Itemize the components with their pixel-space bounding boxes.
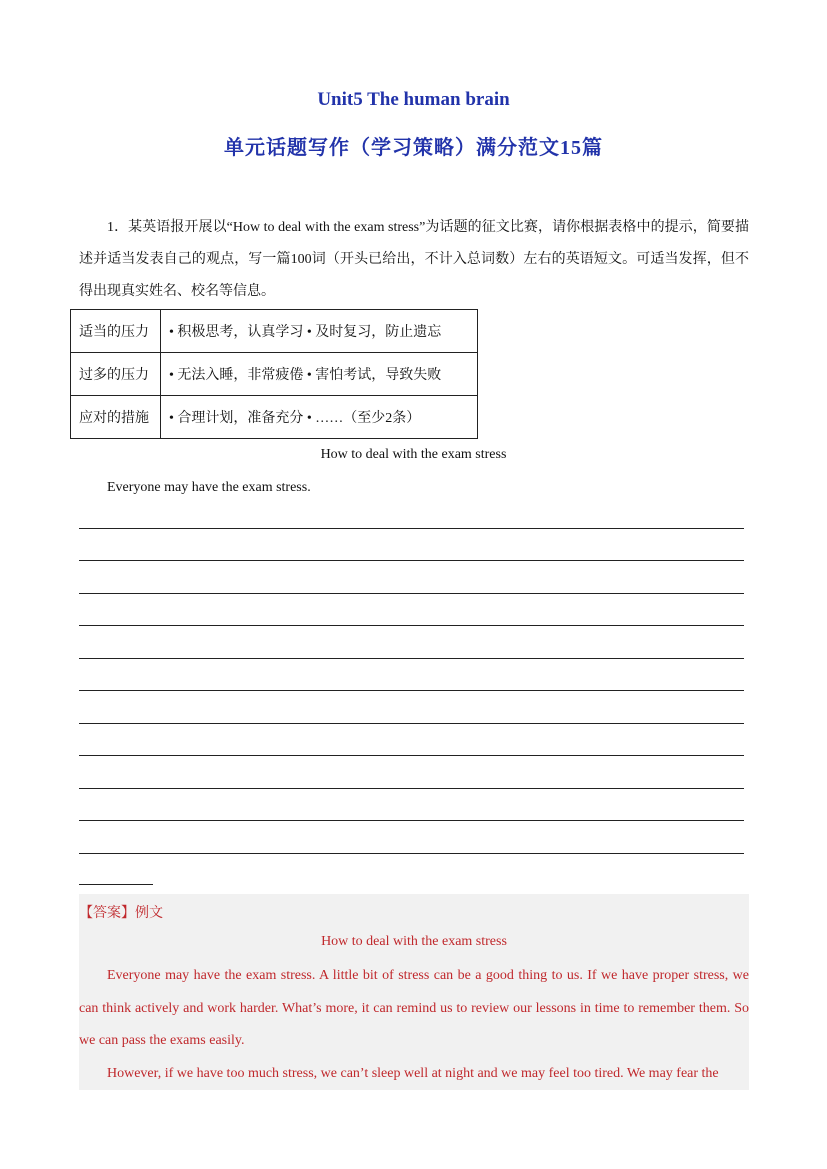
writing-line xyxy=(79,755,744,756)
hint-table xyxy=(70,309,478,439)
writing-prompt: 1．某英语报开展以“How to deal with the exam stress”为话题的征文比赛，请你根据表格中的提示，简要描述并适当发表自己的观点，写一篇100词（开头已给出，不计入总词数）左右的英语短文。可适当发挥，但不得出现真实姓名、校名等信息。 xyxy=(79,220,749,299)
answer-body xyxy=(79,960,749,1090)
table-row xyxy=(71,310,478,353)
writing-line xyxy=(79,658,744,659)
essay-opening-sentence: Everyone may have the exam stress. xyxy=(107,480,311,495)
table-row-label: 过多的压力 xyxy=(71,353,161,396)
writing-line xyxy=(79,690,744,691)
table-row-items: • 合理计划，准备充分 • ……（至少2条） xyxy=(161,396,478,439)
answer-paragraph: However, if we have too much stress, we can’t sleep well at night and we may feel too tired. We may fear the xyxy=(107,1065,719,1081)
answer-section xyxy=(79,894,749,1090)
writing-line xyxy=(79,723,744,724)
writing-line xyxy=(79,788,744,789)
writing-line xyxy=(79,820,744,821)
title-chinese: 单元话题写作（学习策略）满分范文15篇 xyxy=(224,137,603,159)
writing-line xyxy=(79,560,744,561)
writing-line xyxy=(79,625,744,626)
table-row-items: • 积极思考，认真学习 • 及时复习，防止遗忘 xyxy=(161,310,478,353)
answer-paragraph: Everyone may have the exam stress. A little bit of stress can be a good thing to us. If we have proper stress, we can think actively and work harder. What’s more, it can remind us to review our lessons in time to remember them. So we can pass the exams easily. xyxy=(79,968,749,1048)
table-row-items: • 无法入睡，非常疲倦 • 害怕考试，导致失败 xyxy=(161,353,478,396)
footnote-divider xyxy=(79,884,153,885)
writing-line xyxy=(79,853,744,854)
table-row xyxy=(71,396,478,439)
table-row-label: 应对的措施 xyxy=(71,396,161,439)
essay-title: How to deal with the exam stress xyxy=(320,447,507,462)
answer-label: 【答案】例文 xyxy=(79,906,163,921)
answer-title: How to deal with the exam stress xyxy=(321,934,507,949)
table-row xyxy=(71,353,478,396)
writing-line xyxy=(79,593,744,594)
writing-line xyxy=(79,528,744,529)
table-row-label: 适当的压力 xyxy=(71,310,161,353)
title-english: Unit5 The human brain xyxy=(317,89,510,110)
